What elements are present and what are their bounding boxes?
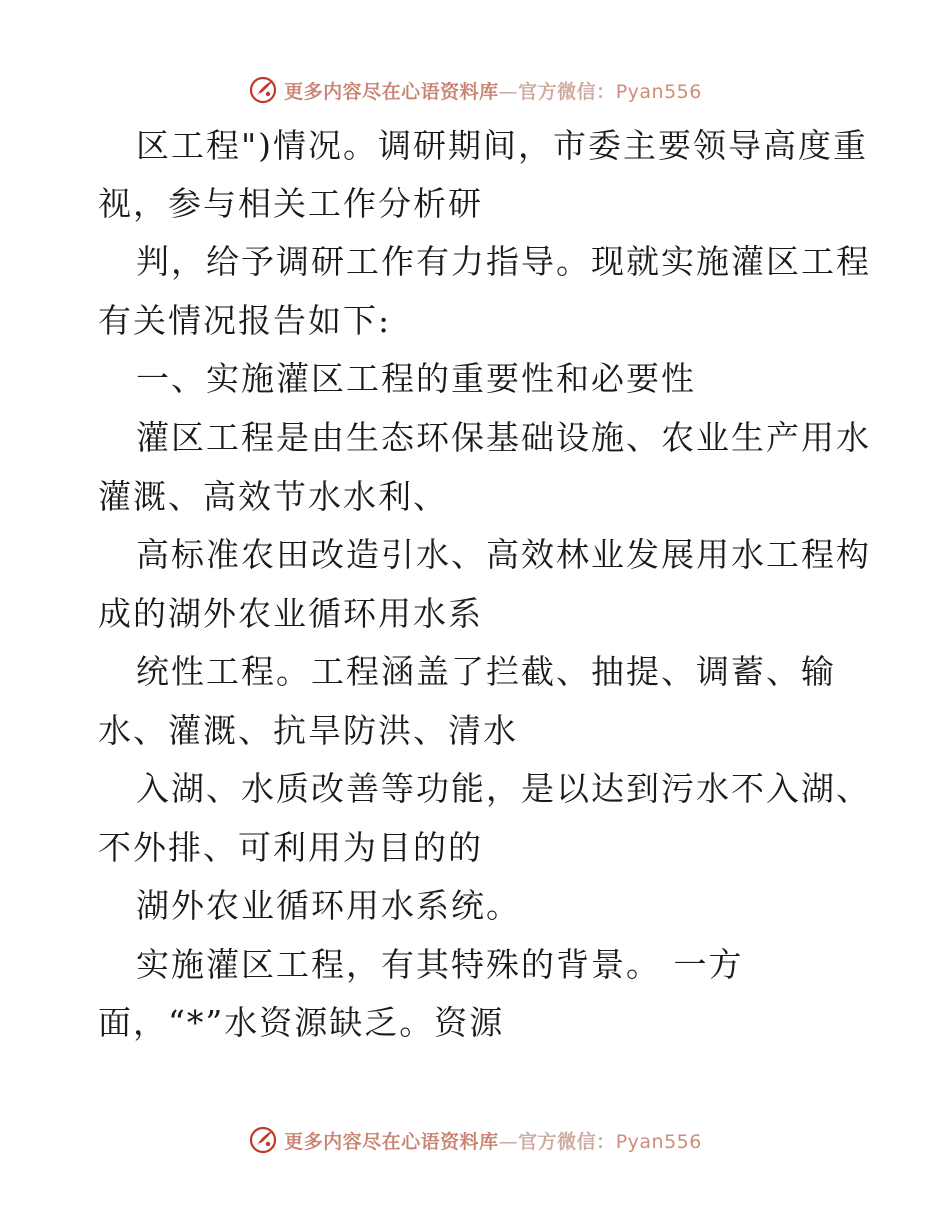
body-line: 面，“*”水资源缺乏。资源 — [98, 1003, 505, 1042]
body-line: 不外排、可利用为目的的 — [98, 828, 483, 867]
watermark-dash: — — [498, 80, 519, 103]
watermark-wechat-id: Pyan556 — [615, 1130, 702, 1153]
watermark-wechat-id: Pyan556 — [615, 80, 702, 103]
watermark-wechat-label: 官方微信： — [518, 80, 616, 103]
watermark-text — [284, 77, 702, 104]
body-line: 视，参与相关工作分析研 — [98, 184, 483, 223]
watermark-dash: — — [498, 1130, 519, 1153]
body-line: 灌区工程是由生态环保基础设施、农业生产用水 — [136, 418, 871, 457]
body-line: 入湖、水质改善等功能，是以达到污水不入湖、 — [136, 769, 871, 808]
watermark-brand: 更多内容尽在心语资料库 — [284, 80, 499, 103]
body-line: 灌溉、高效节水水利、 — [98, 477, 448, 516]
watermark-banner-top — [0, 70, 950, 110]
body-line: 统性工程。工程涵盖了拦截、抽提、调蓄、输 — [136, 652, 836, 691]
watermark-banner-bottom — [0, 1120, 950, 1160]
watermark-wechat-label: 官方微信： — [518, 1130, 616, 1153]
quill-circle-icon — [248, 1125, 278, 1155]
body-line: 有关情况报告如下: — [98, 301, 392, 340]
quill-circle-icon — [248, 75, 278, 105]
body-line: 湖外农业循环用水系统。 — [136, 886, 521, 925]
watermark-brand: 更多内容尽在心语资料库 — [284, 1130, 499, 1153]
body-line: 区工程")情况。调研期间，市委主要领导高度重 — [136, 126, 869, 165]
body-line: 实施灌区工程，有其特殊的背景。 一方 — [136, 945, 744, 984]
body-line: 成的湖外农业循环用水系 — [98, 594, 483, 633]
watermark-text — [284, 1127, 702, 1154]
body-line: 高标准农田改造引水、高效林业发展用水工程构 — [136, 535, 871, 574]
body-line: 水、灌溉、抗旱防洪、清水 — [98, 711, 518, 750]
section-heading: 一、实施灌区工程的重要性和必要性 — [136, 359, 696, 398]
body-line: 判，给予调研工作有力指导。现就实施灌区工程 — [136, 242, 871, 281]
